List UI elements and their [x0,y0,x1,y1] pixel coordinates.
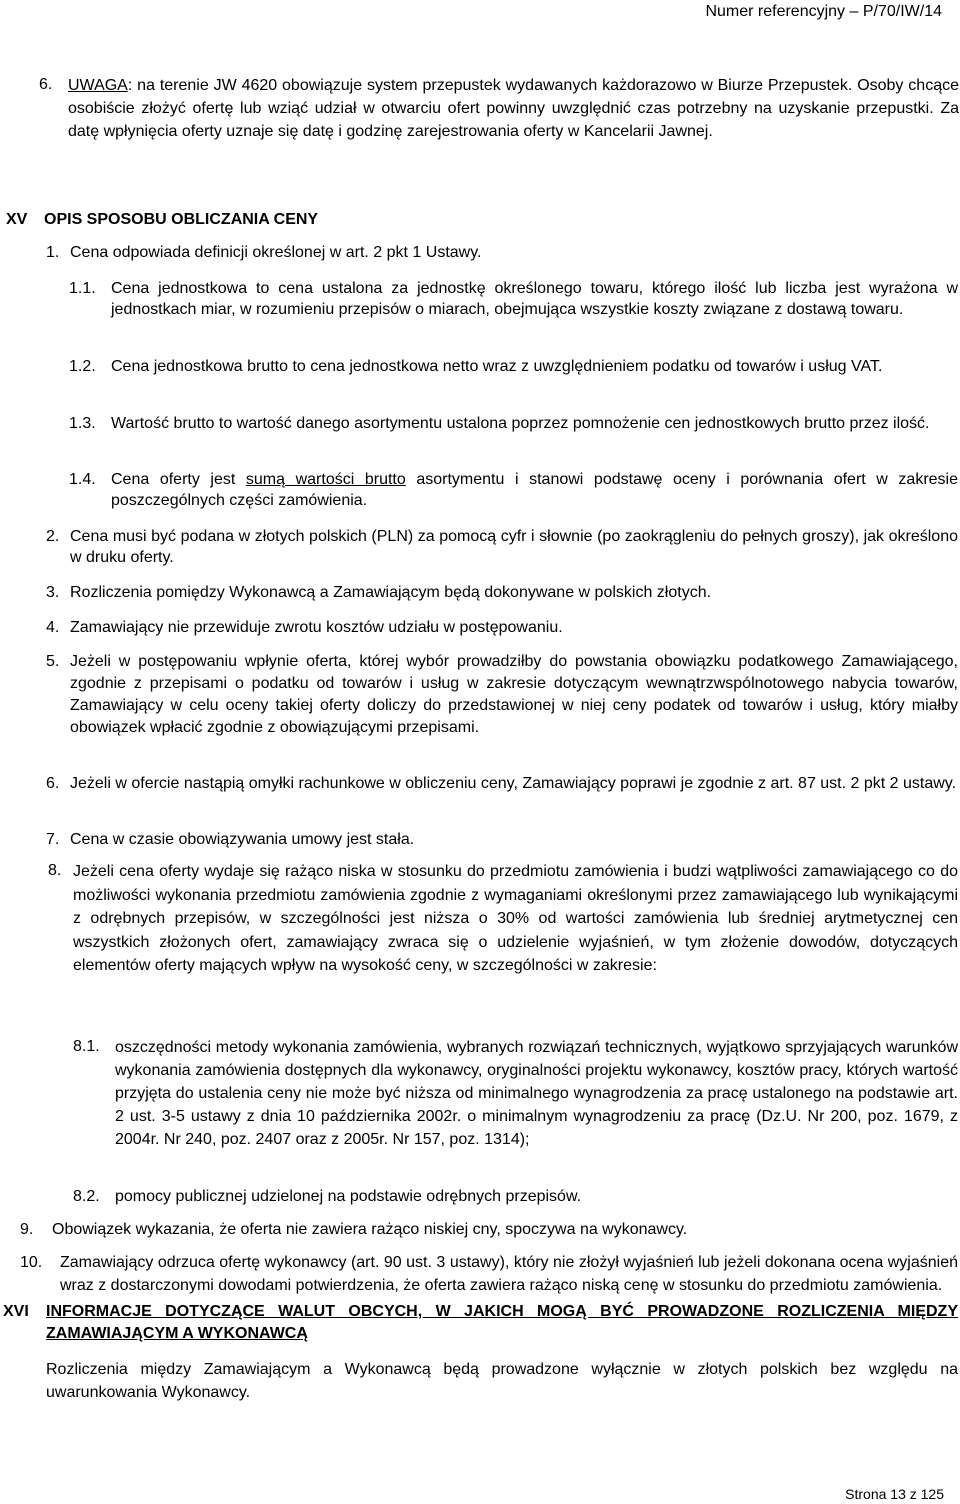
xv-point-2-text: Cena musi być podana w złotych polskich (PLN) za pomocą cyfr i słownie (po zaokrągleniu do pełnych groszy), jak określono w druku oferty. [70,528,958,566]
xv-point-10-text: Zamawiający odrzuca ofertę wykonawcy (art. 90 ust. 3 ustawy), który nie złożył wyjaśnień lub jeżeli dokonana ocena wyjaśnień wraz z dostarczonymi dowodami potwierdzenia, że oferta zawiera rażąco niską cenę w stosunku do przedmiotu zamówienia. [60,1254,958,1294]
xv-point-9-number: 9. [20,1221,34,1238]
reference-number: Numer referencyjny – P/70/IW/14 [705,3,942,20]
uwaga-number: 6. [39,76,53,93]
section-xv-heading [6,209,956,230]
uwaga-text [68,74,959,143]
xv-point-4-text: Zamawiający nie przewiduje zwrotu kosztów udziału w postępowaniu. [70,619,563,636]
xv-point-1-4-text-after: asortymentu i stanowi podstawę oceny i porównania ofert w zakresie poszczególnych części zamówienia. [111,471,959,509]
xv-point-1-number: 1. [46,244,60,261]
xv-point-1-3-text: Wartość brutto to wartość danego asortymentu ustalona poprzez pomnożenie cen jednostkowych brutto przez ilość. [111,415,930,432]
xv-point-3-text: Rozliczenia pomiędzy Wykonawcą a Zamawiającym będą dokonywane w polskich złotych. [70,584,712,601]
xv-point-5-number: 5. [46,653,60,670]
uwaga-paragraph [39,74,959,164]
xv-point-6-number: 6. [46,775,60,792]
xv-point-1-2-number: 1.2. [69,358,96,375]
uwaga-label: UWAGA [68,77,128,94]
xv-point-4-number: 4. [46,619,60,636]
xv-point-7-text: Cena w czasie obowiązywania umowy jest stała. [70,831,415,848]
xv-point-10-number: 10. [20,1254,43,1271]
xv-point-1-4-text [111,469,958,511]
section-xvi-title: INFORMACJE DOTYCZĄCE WALUT OBCYCH, W JAKICH MOGĄ BYĆ PROWADZONE ROZLICZENIA MIĘDZY ZAMAWIAJĄCYM A WYKONAWCĄ [46,1303,958,1342]
xv-point-8-2-text: pomocy publicznej udzielonej na podstawie odrębnych przepisów. [115,1188,582,1205]
xv-point-8-2-number: 8.2. [73,1188,100,1205]
section-xv-number: XV [6,211,28,228]
xv-point-8-text: Jeżeli cena oferty wydaje się rażąco niska w stosunku do przedmiotu zamówienia i budzi wątpliwości zamawiającego co do możliwości wykonania przedmiotu zamówienia zgodnie z wymaganiami określonymi przez zamawiającego lub wynikającymi z odrębnych przepisów, w szczególności jest niższa o 30% od wartości zamówienia lub średniej arytmetycznej cen wszystkich złożonych ofert, zamawiający zwraca się o udzielenie wyjaśnień, w tym złożenie dowodów, dotyczących elementów oferty mających wpływ na wysokość ceny, w szczególności w zakresie: [73,863,958,974]
xv-point-1-4-number: 1.4. [69,471,96,488]
xv-point-9-text: Obowiązek wykazania, że oferta nie zawiera rażąco niskiej cny, spoczywa na wykonawcy. [52,1221,688,1238]
section-xv-title: OPIS SPOSOBU OBLICZANIA CENY [44,211,319,228]
xv-point-1-text: Cena odpowiada definicji określonej w art. 2 pkt 1 Ustawy. [70,244,482,261]
uwaga-body: : na terenie JW 4620 obowiązuje system przepustek wydawanych każdorazowo w Biurze Przepustek. Osoby chcące osobiście złożyć ofertę lub wziąć udział w otwarciu ofert powinny uwzględnić czas potrzebny na uzyskanie przepustki. Za datę wpłynięcia oferty uznaje się datę i godzinę zarejestrowania oferty w Kancelarii Jawnej. [68,77,959,140]
xv-point-5-text: Jeżeli w postępowaniu wpłynie oferta, której wybór prowadziłby do powstania obowiązku podatkowego Zamawiającego, zgodnie z przepisami o podatku od towarów i usług w zakresie dotyczącym wewnątrzwspólnotowego nabycia towarów, Zamawiający w celu oceny takiej oferty doliczy do przedstawionej w niej ceny podatek od towarów i usług, który miałby obowiązek wpłacić zgodnie z obowiązującymi przepisami. [70,653,958,736]
xv-point-2-number: 2. [46,528,60,545]
xv-point-3-number: 3. [46,584,60,601]
xv-point-1-1-text: Cena jednostkowa to cena ustalona za jednostkę określonego towaru, którego ilość lub liczba jest wyrażona w jednostkach miar, w rozumieniu przepisów o miarach, obejmująca wszystkie koszty związane z dostawą towaru. [111,280,958,318]
xv-point-8-1-number: 8.1. [73,1038,100,1055]
xv-point-1-4-underlined: sumą wartości brutto [245,471,406,488]
section-xvi-number: XVI [3,1303,29,1320]
section-xvi-text: Rozliczenia między Zamawiającym a Wykonawcą będą prowadzone wyłącznie w złotych polskich bez względu na uwarunkowania Wykonawcy. [46,1361,958,1401]
xv-point-6-text: Jeżeli w ofercie nastąpią omyłki rachunkowe w obliczeniu ceny, Zamawiający poprawi je zgodnie z art. 87 ust. 2 pkt 2 ustawy. [70,775,957,792]
xv-point-8-number: 8. [48,862,62,879]
xv-point-1-3-number: 1.3. [69,415,96,432]
xv-point-8-1-text: oszczędności metody wykonania zamówienia, wybranych rozwiązań technicznych, wyjątkowo sprzyjających warunków wykonania zamówienia dostępnych dla wykonawcy, oryginalności projektu wykonawcy, kosztów pracy, których wartość przyjęta do ustalenia ceny nie może być niższa od minimalnego wynagrodzenia za pracę ustalonego na podstawie art. 2 ust. 3-5 ustawy z dnia 10 października 2002r. o minimalnym wynagrodzeniu za pracę (Dz.U. Nr 200, poz. 1679, z 2004r. Nr 240, poz. 2407 oraz z 2005r. Nr 157, poz. 1314); [115,1039,958,1148]
xv-point-1-1-number: 1.1. [69,280,96,297]
xv-point-1-4-text-before: Cena oferty jest [111,471,246,488]
page-number: Strona 13 z 125 [845,1486,944,1502]
xv-point-7-number: 7. [46,831,60,848]
xv-point-1-2-text: Cena jednostkowa brutto to cena jednostkowa netto wraz z uwzględnieniem podatku od towarów i usług VAT. [111,358,883,375]
